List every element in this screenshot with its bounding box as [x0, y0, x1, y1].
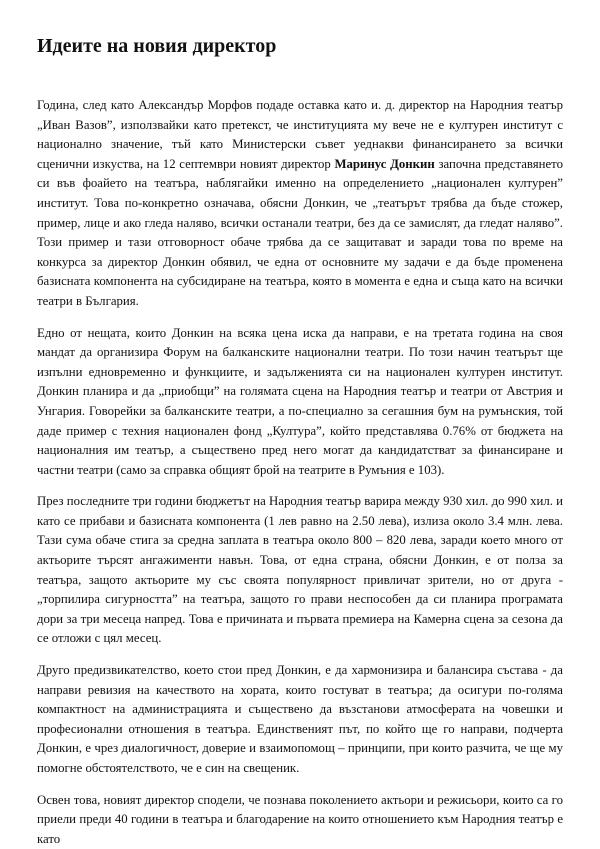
paragraph-1-text-before: Година, след като Александър Морфов подаде оставка като и. д. директор на Народния театър „Иван Вазов”, използвайки като претекст, че институцията му вече не е културен институт с национално значение, тъй като Министерски съвет уеднакви финансирането за всички сценични изкуства, на 12 септември новият директор: [37, 98, 563, 171]
paragraph-1-text-after: започна представянето си във фоайето на театъра, наблягайки именно на определението „национален културен” институт. Това по-конкретно означава, обясни Донкин, че „театърът трябва да бъде стожер, пример, лице и ако гледа наляво, всички останали театри, без да се замислят, да гледат наляво”. Този пример и тази отговорност обаче трябва да се защитават и заради това по време на конкурса за директор Донкин обявил, че една от основните му задачи е да бъде променена базисната компонента на субсидиране на театъра, която в момента е една и съща като на всички театри в България.: [37, 156, 563, 308]
paragraph-2: Едно от нещата, които Донкин на всяка цена иска да направи, е на третата година на своя мандат да организира Форум на балканските национални театри. По този начин театърът ще изпълни едновременно и функциите, и задълженията си на национален културен институт. Донкин планира и да „приобщи” на голямата сцена на Народния театър и театри от Австрия и Унгария. Говорейки за балканските театри, а по-специално за сегашния бум на румънския, той даде пример с техния национален фонд „Култура”, който представлява 0.76% от бюджета на националния им театър, а съществено пред него могат да кандидатстват за финансиране и частни театри (само за справка общият брой на театрите в Румъния е 103).: [37, 325, 563, 477]
paragraph-1: [37, 96, 563, 312]
paragraph-4: Друго предизвикателство, което стои пред Донкин, е да хармонизира и балансира състава - да направи ревизия на качеството на хората, които гостуват в театъра; да осигури по-голяма компактност на администрацията и съществено да възстанови атмосферата на човешки и професионални отношения в театъра. Единственият път, по който ще го направи, подчерта Донкин, е чрез диалогичност, доверие и взаимопомощ – принципи, при които разчита, че ще му помогне обстоятелството, че е син на свещеник.: [37, 663, 563, 775]
article-body: [37, 96, 563, 849]
article-title: Идеите на новия директор: [37, 35, 277, 57]
paragraph-3: През последните три години бюджетът на Народния театър варира между 930 хил. до 990 хил. и като се прибави и базисната компонента (1 лев равно на 2.50 лева), излиза около 3.4 млн. лева. Тази сума обаче стига за средна заплата в театъра около 800 – 820 лева, заради което много от актьорите търсят ангажименти навън. Това, от една страна, обясни Донкин, е от полза за театъра, защото актьорите му със своята популярност привличат зрители, но от друга - „торпилира сигурността” на театъра, защото го прави неспособен да си планира програмата дори за три месеца напред. Това е причината и първата премиера на Камерна сцена за сезона да се отложи с цял месец.: [37, 494, 563, 646]
paragraph-5: Освен това, новият директор сподели, че познава поколението актьори и режисьори, които са го приели преди 40 години в театъра и благодарение на които отношението към Народния театър е като: [37, 792, 563, 846]
director-name: Маринус Донкин: [334, 156, 435, 171]
